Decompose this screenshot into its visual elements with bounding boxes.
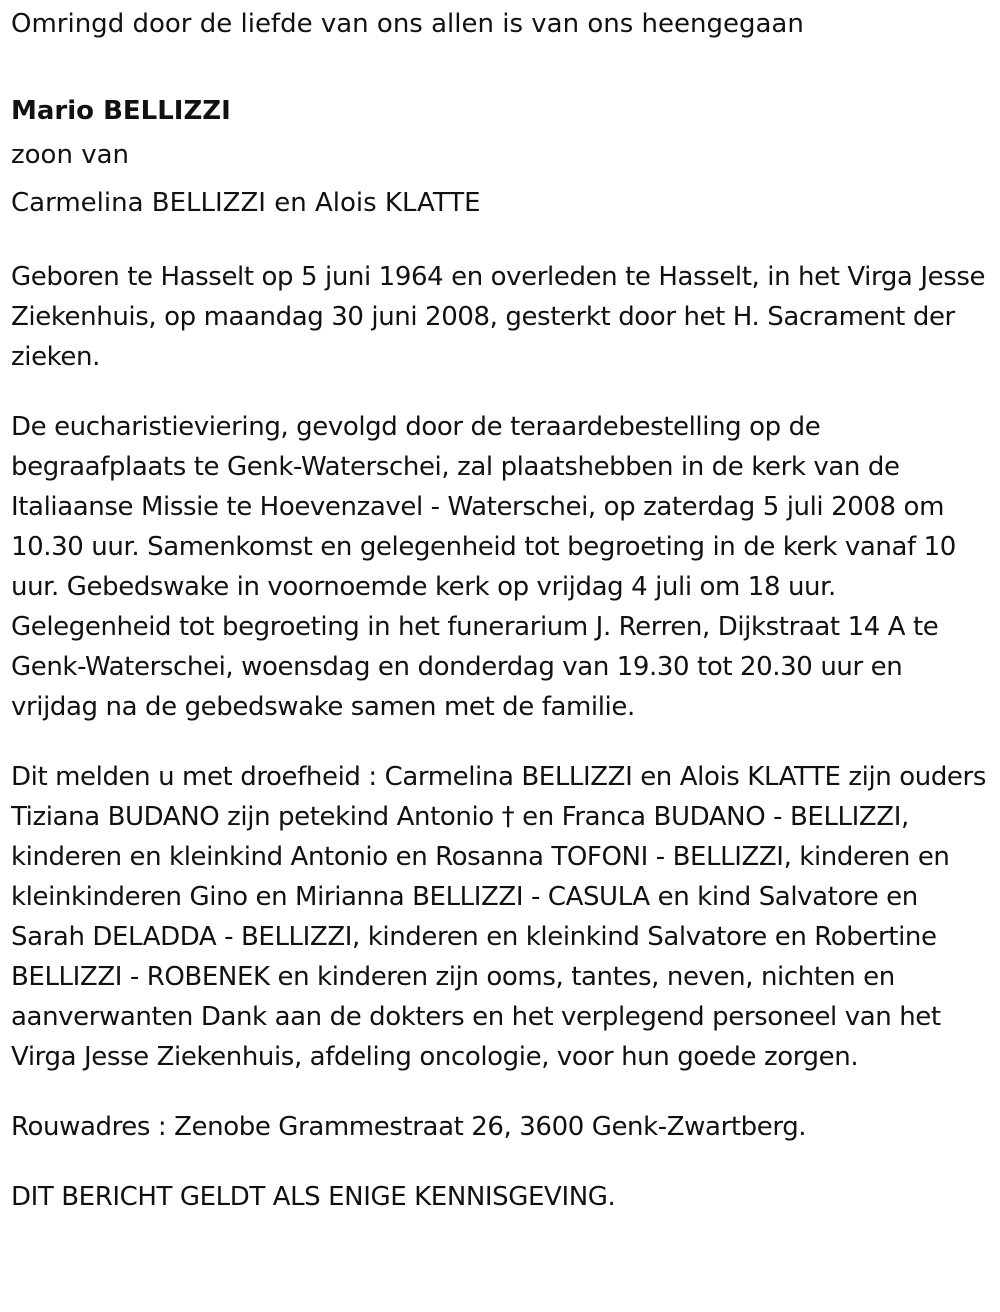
- closing-line: DIT BERICHT GELDT ALS ENIGE KENNISGEVING.: [11, 1182, 616, 1212]
- parents-line: Carmelina BELLIZZI en Alois KLATTE: [11, 188, 481, 218]
- announcement-paragraph: Dit melden u met droefheid : Carmelina BELLIZZI en Alois KLATTE zijn ouders Tiziana BUDANO zijn petekind Antonio † en Franca BUDANO - BELLIZZI, kinderen en kleinkind Antonio en Rosanna TOFONI - BELLIZZI, kinderen en kleinkinderen Gino en Mirianna BELLIZZI - CASULA en kind Salvatore en Sarah DELADDA - BELLIZZI, kinderen en kleinkind Salvatore en Robertine BELLIZZI - ROBENEK en kinderen zijn ooms, tantes, neven, nichten en aanverwanten Dank aan de dokters en het verplegend personeel van het Virga Jesse Ziekenhuis, afdeling oncologie, voor hun goede zorgen.: [11, 762, 986, 1072]
- birth-death-paragraph: Geboren te Hasselt op 5 juni 1964 en overleden te Hasselt, in het Virga Jesse Ziekenhuis, op maandag 30 juni 2008, gesterkt door het H. Sacrament der zieken.: [11, 262, 986, 372]
- deceased-name: Mario BELLIZZI: [11, 96, 231, 126]
- address-line: Rouwadres : Zenobe Grammestraat 26, 3600 Genk-Zwartberg.: [11, 1112, 807, 1142]
- ceremony-paragraph: De eucharistieviering, gevolgd door de teraardebestelling op de begraafplaats te Genk-Waterschei, zal plaatshebben in de kerk van de Italiaanse Missie te Hoevenzavel - Waterschei, op zaterdag 5 juli 2008 om 10.30 uur. Samenkomst en gelegenheid tot begroeting in de kerk vanaf 10 uur. Gebedswake in voornoemde kerk op vrijdag 4 juli om 18 uur. Gelegenheid tot begroeting in het funerarium J. Rerren, Dijkstraat 14 A te Genk-Waterschei, woensdag en donderdag van 19.30 tot 20.30 uur en vrijdag na de gebedswake samen met de familie.: [11, 412, 956, 722]
- relation-line: zoon van: [11, 140, 130, 170]
- intro-line: Omringd door de liefde van ons allen is van ons heengegaan: [11, 9, 804, 39]
